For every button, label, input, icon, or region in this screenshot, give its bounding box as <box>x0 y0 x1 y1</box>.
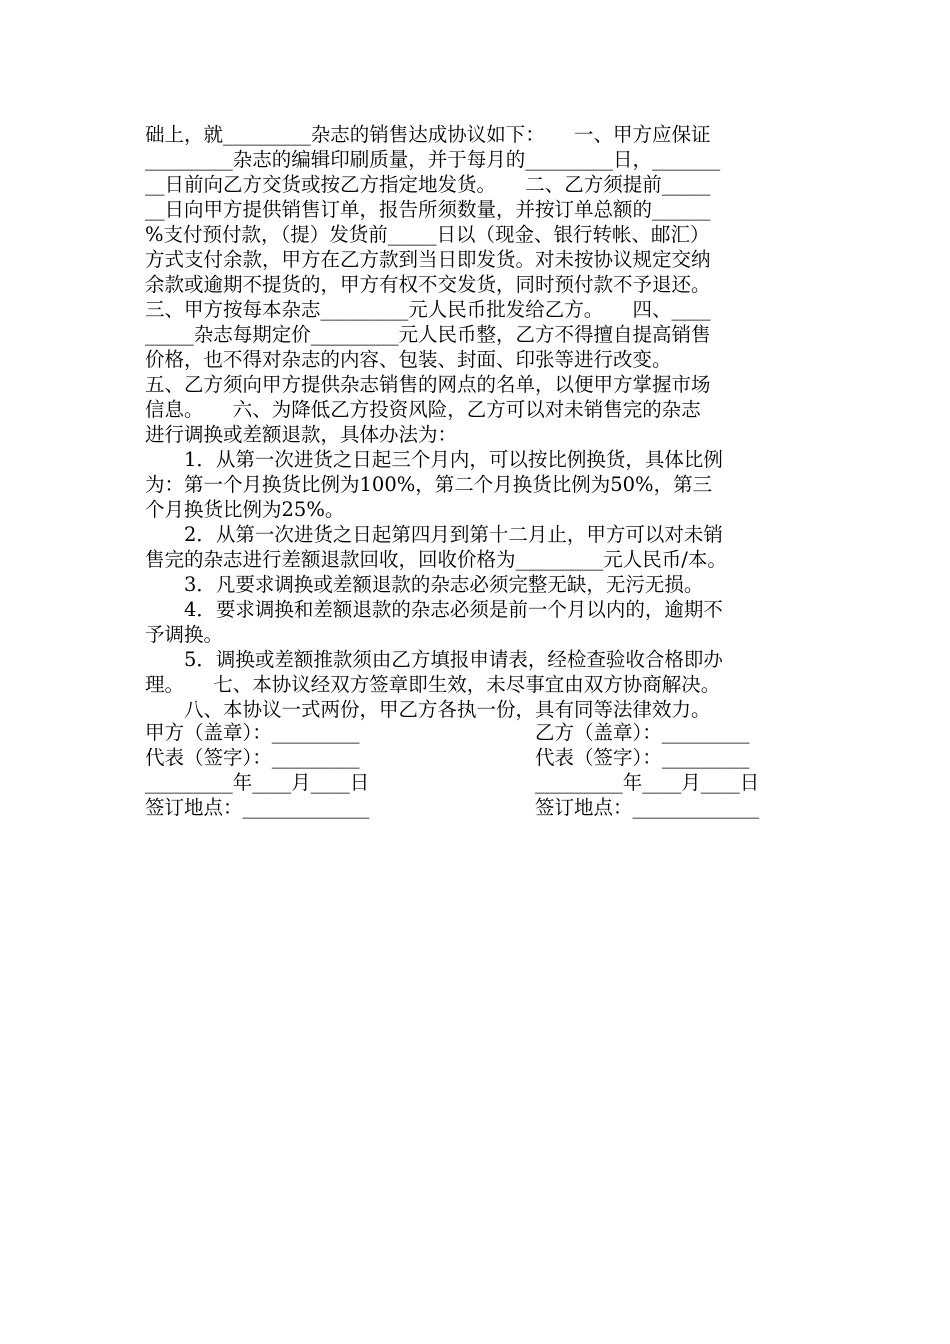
body-line: 为：第一个月换货比例为100%，第二个月换货比例为50%，第三 <box>145 473 713 496</box>
body-line: __日前向乙方交货或按乙方指定地发货。 二、乙方须提前_____ <box>145 173 711 196</box>
body-line: 三、甲方按每本杂志_________元人民币批发给乙方。 四、____ <box>145 298 711 321</box>
party-b-seal: 乙方（盖章）：_________ <box>535 721 750 744</box>
body-line: _________杂志的编辑印刷质量，并于每月的_________日，_______ <box>145 148 721 171</box>
party-a-date: _________年____月____日 <box>145 771 370 794</box>
body-line: 3．凡要求调换或差额退款的杂志必须完整无缺，无污无损。 <box>145 573 704 596</box>
party-a-representative: 代表（签字）：_________ <box>145 746 360 769</box>
body-line: 余款或逾期不提货的，甲方有权不交发货，同时预付款不予退还。 <box>145 273 711 296</box>
body-line: _____杂志每期定价_________元人民币整，乙方不得擅自提高销售 <box>145 323 711 346</box>
body-line: 予调换。 <box>145 623 224 646</box>
body-line: 八、本协议一式两份，甲乙方各执一份，具有同等法律效力。 <box>145 698 711 721</box>
body-line: 信息。 六、为降低乙方投资风险，乙方可以对未销售完的杂志 <box>145 398 701 421</box>
body-line: %支付预付款，（提）发货前_____日以（现金、银行转帐、邮汇） <box>145 223 710 246</box>
body-line: 方式支付余款，甲方在乙方款到当日即发货。对未按协议规定交纳 <box>145 248 711 271</box>
body-line: 5．调换或差额推款须由乙方填报申请表，经检查验收合格即办 <box>145 648 723 671</box>
party-b-date: _________年____月____日 <box>535 771 760 794</box>
party-a-place: 签订地点：_____________ <box>145 796 370 819</box>
body-line: 2．从第一次进货之日起第四月到第十二月止，甲方可以对未销 <box>145 523 723 546</box>
body-line: 进行调换或差额退款，具体办法为： <box>145 423 458 446</box>
body-line: 1．从第一次进货之日起三个月内，可以按比例换货，具体比例 <box>145 448 723 471</box>
body-line: 理。 七、本协议经双方签章即生效，未尽事宜由双方协商解决。 <box>145 673 721 696</box>
body-line: 个月换货比例为25%。 <box>145 498 345 521</box>
body-line: 五、乙方须向甲方提供杂志销售的网点的名单，以便甲方掌握市场 <box>145 373 711 396</box>
party-a-seal: 甲方（盖章）：_________ <box>145 721 360 744</box>
body-line: 础上，就_________杂志的销售达成协议如下： 一、甲方应保证 <box>145 123 711 146</box>
party-b-place: 签订地点：_____________ <box>535 796 760 819</box>
body-line: 价格，也不得对杂志的内容、包装、封面、印张等进行改变。 <box>145 348 672 371</box>
body-line: 4．要求调换和差额退款的杂志必须是前一个月以内的，逾期不 <box>145 598 723 621</box>
body-line: __日向甲方提供销售订单，报告所须数量，并按订单总额的______ <box>145 198 711 221</box>
body-line: 售完的杂志进行差额退款回收，回收价格为_________元人民币/本。 <box>145 548 727 571</box>
party-b-representative: 代表（签字）：_________ <box>535 746 750 769</box>
